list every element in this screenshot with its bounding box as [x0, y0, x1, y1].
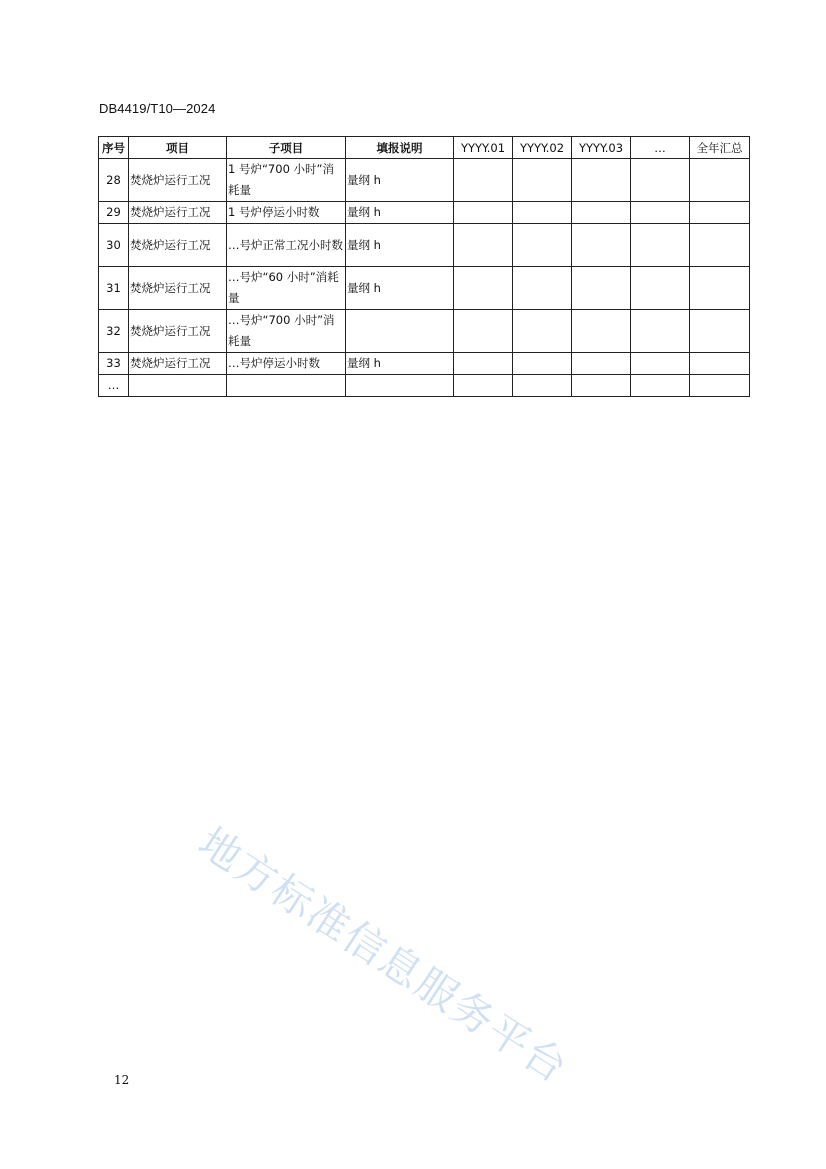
cell-month-02: [513, 310, 572, 353]
cell-more-months: [631, 375, 690, 397]
cell-annual-total: [690, 310, 750, 353]
table-row: [99, 353, 750, 375]
cell-month-02: [513, 375, 572, 397]
cell-seq: 30: [99, 224, 129, 267]
header-month-03: YYYY.03: [572, 137, 631, 159]
data-table: [98, 136, 750, 397]
cell-item: 焚烧炉运行工况: [129, 267, 227, 310]
cell-annual-total: [690, 224, 750, 267]
cell-month-03: [572, 267, 631, 310]
page-number: 12: [114, 1073, 130, 1087]
cell-seq: 32: [99, 310, 129, 353]
header-sub-item: 子项目: [227, 137, 346, 159]
cell-month-02: [513, 224, 572, 267]
cell-seq: 31: [99, 267, 129, 310]
watermark-text: 地方标准信息服务平台: [190, 818, 577, 1093]
header-seq: 序号: [99, 137, 129, 159]
cell-note: 量纲 h: [346, 159, 454, 202]
cell-item: 焚烧炉运行工况: [129, 202, 227, 224]
cell-month-03: [572, 353, 631, 375]
cell-item: 焚烧炉运行工况: [129, 224, 227, 267]
cell-more-months: [631, 353, 690, 375]
cell-month-02: [513, 267, 572, 310]
cell-month-02: [513, 353, 572, 375]
cell-month-03: [572, 310, 631, 353]
cell-month-01: [454, 224, 513, 267]
cell-month-03: [572, 159, 631, 202]
cell-month-02: [513, 202, 572, 224]
table-header-row: [99, 137, 750, 159]
cell-note: [346, 375, 454, 397]
table-row: [99, 375, 750, 397]
header-note: 填报说明: [346, 137, 454, 159]
document-code: DB4419/T10—2024: [99, 101, 216, 116]
cell-annual-total: [690, 375, 750, 397]
cell-note: 量纲 h: [346, 202, 454, 224]
cell-annual-total: [690, 267, 750, 310]
header-item: 项目: [129, 137, 227, 159]
cell-annual-total: [690, 159, 750, 202]
cell-month-03: [572, 375, 631, 397]
cell-more-months: [631, 159, 690, 202]
table-row: [99, 159, 750, 202]
table-row: [99, 310, 750, 353]
cell-sub-item: …号炉“60 小时”消耗量: [227, 267, 346, 310]
cell-month-01: [454, 202, 513, 224]
cell-month-03: [572, 224, 631, 267]
cell-month-01: [454, 375, 513, 397]
cell-sub-item: [227, 375, 346, 397]
cell-note: 量纲 h: [346, 353, 454, 375]
header-annual-total: 全年汇总: [690, 137, 750, 159]
cell-more-months: [631, 267, 690, 310]
cell-annual-total: [690, 202, 750, 224]
cell-annual-total: [690, 353, 750, 375]
cell-sub-item: …号炉正常工况小时数: [227, 224, 346, 267]
cell-more-months: [631, 310, 690, 353]
cell-seq: 33: [99, 353, 129, 375]
cell-item: 焚烧炉运行工况: [129, 353, 227, 375]
cell-note: 量纲 h: [346, 267, 454, 310]
cell-month-02: [513, 159, 572, 202]
cell-seq: …: [99, 375, 129, 397]
header-month-01: YYYY.01: [454, 137, 513, 159]
cell-more-months: [631, 202, 690, 224]
cell-note: [346, 310, 454, 353]
header-month-02: YYYY.02: [513, 137, 572, 159]
table-row: [99, 202, 750, 224]
cell-sub-item: 1 号炉“700 小时”消耗量: [227, 159, 346, 202]
cell-month-01: [454, 159, 513, 202]
cell-note: 量纲 h: [346, 224, 454, 267]
cell-seq: 28: [99, 159, 129, 202]
cell-month-01: [454, 353, 513, 375]
cell-month-03: [572, 202, 631, 224]
cell-item: 焚烧炉运行工况: [129, 159, 227, 202]
cell-sub-item: …号炉停运小时数: [227, 353, 346, 375]
cell-month-01: [454, 310, 513, 353]
cell-sub-item: 1 号炉停运小时数: [227, 202, 346, 224]
cell-month-01: [454, 267, 513, 310]
cell-item: 焚烧炉运行工况: [129, 310, 227, 353]
cell-sub-item: …号炉“700 小时”消耗量: [227, 310, 346, 353]
table-row: [99, 267, 750, 310]
cell-item: [129, 375, 227, 397]
cell-seq: 29: [99, 202, 129, 224]
header-more-months: …: [631, 137, 690, 159]
table-row: [99, 224, 750, 267]
cell-more-months: [631, 224, 690, 267]
